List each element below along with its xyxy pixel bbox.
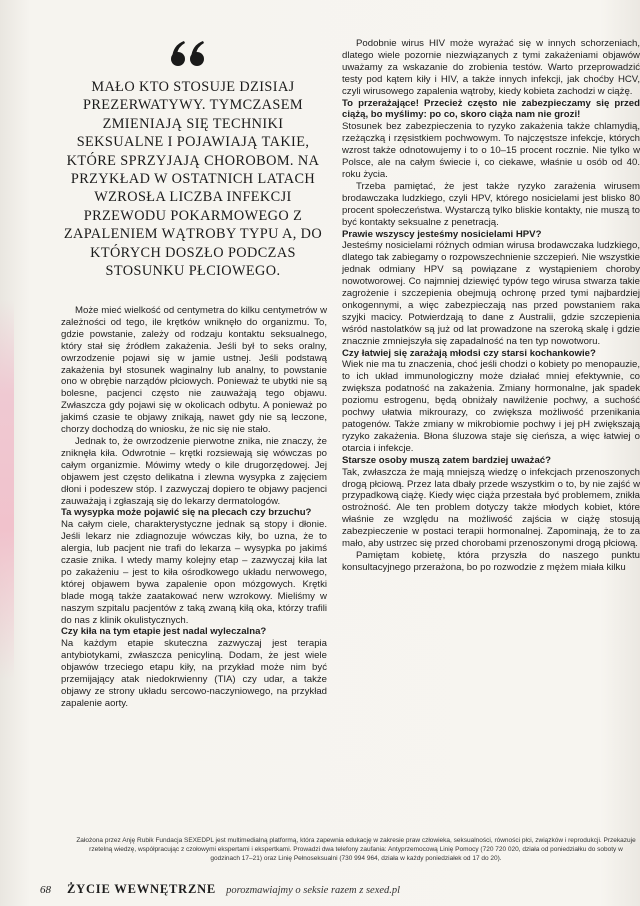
body-paragraph: Pamiętam kobietę, która przyszła do naszego punktu konsultacyjnego przerażona, bo po rozwodzie z mężem miała kilku	[342, 549, 640, 573]
pull-quote: MAŁO KTO STOSUJE DZISIAJ PREZERWATYWY. TYMCZASEM ZMIENIAJĄ SIĘ TECHNIKI SEKSUALNE I POJAWIAJĄ TAKIE, KTÓRE SPRZYJAJĄ CHOROBOM. NA PRZYKŁAD W OSTATNICH LATACH WZROSŁA LICZBA INFEKCJI PRZEWODU POKARMOWEGO Z ZAPALENIEM WĄTROBY TYPU A, DO KTÓRYCH DOSZŁO PODCZAS STOSUNKU PŁCIOWEGO.	[63, 79, 323, 280]
left-column	[61, 305, 327, 710]
body-paragraph: Jednak to, że owrzodzenie pierwotne znika, nie znaczy, że zniknęła kiła. Odwrotnie – krętki rozsiewają się wówczas po całym organizmie. Mówimy wtedy o kile drugorzędowej. Jej objawem jest często delikatna i zlewna wysypka z zajęciem dłoni i podeszew stóp. I zazwyczaj dopiero te objawy pacjenci zauważają i zgłaszają się do lekarzy dermatologów.	[61, 435, 327, 507]
body-paragraph: Może mieć wielkość od centymetra do kilku centymetrów w zależności od tego, ile krętków wniknęło do organizmu. To, gdzie powstanie, zależy od rodzaju kontaktu seksualnego, który stał się źródłem zakażenia. Jeśli był to seks oralny, owrzodzenie pojawi się w jamie ustnej. Jeśli podstawą zakażenia był stosunek waginalny lub analny, to powstanie ono w obrębie narządów płciowych. Ponieważ te ubytki nie są bolesne, pacjenci często nie zauważają tego objawu. Zwłaszcza gdy pojawi się w okolicach odbytu. A ponieważ po jakimś czasie te objawy znikają, nawet gdy nie są leczone, chorzy dochodzą do wniosku, że nic się nie stało.	[61, 305, 327, 436]
decorative-edge	[0, 300, 14, 680]
interview-answer: Jesteśmy nosicielami różnych odmian wirusa brodawczaka ludzkiego, dlatego tak zabiegamy o rozpowszechnienie szczepień. Nie wszystkie jednak odmiany HPV są powiązane z wystąpieniem choroby nowotworowej. Co najmniej dziewięć typów tego wirusa stwarza takie zagrożenie i szczepienia obejmują ochronę przed tymi najbardziej onkogennymi, a więc zabezpieczają nas przed powstaniem raka szyjki macicy. Potwierdzają to dane z Australii, gdzie szczepienia wśród nastolatków są już od lat prowadzone na szeroką skalę i gdzie znacznie zmniejszyła się zapadalność na ten typ nowotworu.	[342, 240, 640, 347]
interview-question: Prawie wszyscy jesteśmy nosicielami HPV?	[342, 228, 542, 240]
interview-answer: Wiek nie ma tu znaczenia, choć jeśli chodzi o kobiety po menopauzie, to ich układ immunologiczny może działać mniej efektywnie, co zwiększa podatność na zakażenia. Zmiany hormonalne, jak spadek poziomu estrogenu, będą obniżały nawilżenie pochwy, a suchość pochwy ułatwia mikrourazy, co zwiększa możliwość przenikania patogenów. Także zmiany w mikrobiomie pochwy i jej pH zwiększają ryzyko zakażenia. Błona śluzowa staje się cieńsza, a więc łatwiej o otarcia i infekcje.	[342, 359, 640, 454]
section-title: ŻYCIE WEWNĘTRZNE	[67, 882, 217, 896]
interview-question: Starsze osoby muszą zatem bardziej uważać?	[342, 454, 552, 466]
interview-question: To przerażające! Przecież często nie zabezpieczamy się przed ciążą, bo myślimy: po co, skoro ciąża nam nie grozi!	[342, 97, 640, 121]
interview-answer: Na każdym etapie skuteczna zazwyczaj jest terapia antybiotykami, zwłaszcza penicyliną. Dodam, że jest wiele objawów trzeciego etapu kiły, na przykład może nim być przemijający atak niedokrwienny (TIA) czy udar, a także objawy ze strony układu sercowo-naczyniowego, na przykład zapalenie aorty.	[61, 638, 327, 709]
page-number: 68	[40, 884, 51, 896]
foundation-footnote: Założona przez Anję Rubik Fundacja SEXEDPL jest multimedialną platformą, która zapewnia edukację w zakresie praw człowieka, seksualności, równości płci, związków i reprodukcji. Przekazuje rzetelną wiedzę, współpracując z czołowymi ekspertami i ekspertkami. Prowadzi dwa telefony zaufania: Antyprzemocową Linię Pomocy (720 720 020, działa od poniedziałku do soboty w godzinach 17–21) oraz Linię Pełnoseksualni (730 994 964, działa w każdy poniedziałek od 17 do 20).	[76, 837, 636, 862]
section-tagline: porozmawiajmy o seksie razem z sexed.pl	[226, 885, 401, 896]
interview-question: Czy łatwiej się zarażają młodsi czy starsi kochankowie?	[342, 347, 596, 359]
interview-answer: Na całym ciele, charakterystyczne jednak są stopy i dłonie. Jeśli lekarz nie zdiagnozuje wówczas kiły, bo uzna, że to alergia, lub pacjent nie trafi do lekarza – wysypka po jakimś czasie znika. I wtedy mamy kolejny etap – zazwyczaj kiła lat po zakażeniu – jest to kiła ośrodkowego układu nerwowego, której objawem bywa zapalenie opon mózgowych. Krętki blade mogą także zaatakować nerw wzrokowy. Mieliśmy w naszym szpitalu pacjentów z taką zwaną kiłą oka, którzy trafili do nas z klinik okulistycznych.	[61, 519, 327, 626]
right-column	[342, 38, 640, 574]
interview-answer: Tak, zwłaszcza że mają mniejszą wiedzę o infekcjach przenoszonych drogą płciową. Przez lata dbały przede wszystkim o to, by nie zajść w przypadkową ciążę. Kiedy więc ciąża przestała być problemem, znikła ostrożność. Ale ten problem dotyczy także młodych kobiet, które właśnie ze względu na możliwość zajścia w ciążę stosują zabezpieczenie w postaci terapii hormonalnej. Zapominają, że to za mało, aby ustrzec się przed chorobami przenoszonymi drogą płciową.	[342, 466, 640, 550]
page-footer	[40, 880, 640, 900]
body-paragraph: Podobnie wirus HIV może wyrażać się w innych schorzeniach, dlatego wiele pozornie niezwiązanych z tymi zakażeniami objawów uważamy za wskazanie do zrobienia testów. Warto przeprowadzić testy pod kątem kiły i HIV, a także innych infekcji, jak choćby HCV, czyli wirusowego zapalenia wątroby, kiedy kobieta zachodzi w ciążę.	[342, 38, 640, 97]
interview-question: Ta wysypka może pojawić się na plecach czy brzuchu?	[61, 507, 312, 519]
interview-question: Czy kiła na tym etapie jest nadal wyleczalna?	[61, 626, 267, 638]
body-paragraph: Trzeba pamiętać, że jest także ryzyko zarażenia wirusem brodawczaka ludzkiego, czyli HPV, którego nosicielami jest blisko 80 procent społeczeństwa. Wystarczą tylko bliskie kontakty, nie muszą to być kontakty seksualne z penetracją.	[342, 180, 640, 228]
interview-answer: Stosunek bez zabezpieczenia to ryzyko zakażenia także chlamydią, rzeżączką i rzęsistkiem pochwowym. To najczęstsze infekcje, których wzrost także odnotowujemy i to o 10–15 procent rocznie. Nie tylko w Polsce, ale na całym świecie i, co ciekawe, właśnie u osób od 40. roku życia.	[342, 121, 640, 180]
quotation-mark-icon	[168, 38, 208, 68]
